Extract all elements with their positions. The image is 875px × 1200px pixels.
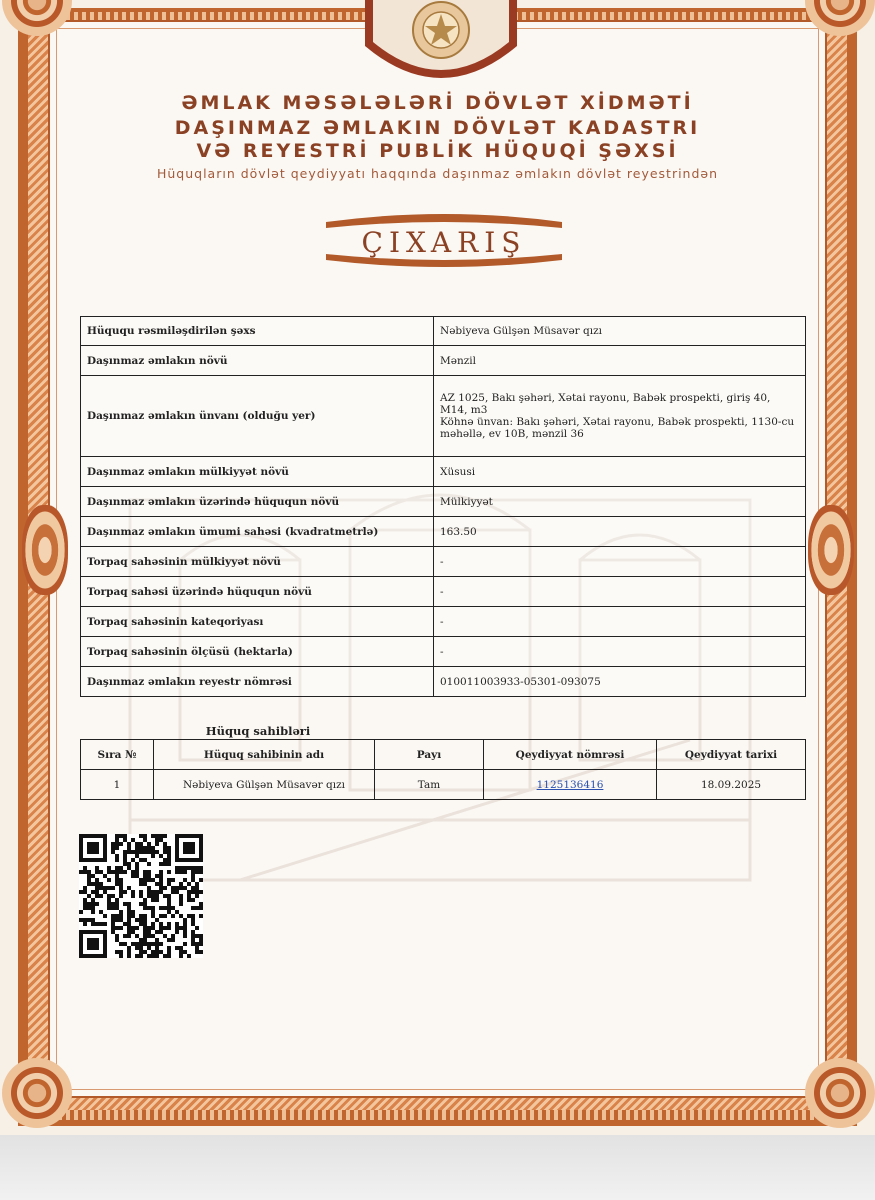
issuer-line-2: DAŞINMAZ ƏMLAKIN DÖVLƏT KADASTRI	[174, 117, 701, 139]
issuer-line-3: VƏ REYESTRİ PUBLİK HÜQUQİ ŞƏXSİ	[196, 140, 679, 162]
corner-ornament-icon	[2, 1058, 72, 1128]
row-label: Torpaq sahəsi üzərində hüququn növü	[81, 577, 434, 607]
row-label: Torpaq sahəsinin mülkiyyət növü	[81, 547, 434, 577]
table-row	[81, 376, 806, 457]
qr-code-icon[interactable]	[79, 833, 203, 959]
table-header-row	[81, 740, 806, 770]
row-value: -	[434, 637, 806, 667]
owner-name: Nəbiyeva Gülşən Müsavər qızı	[154, 770, 375, 800]
property-details-table	[80, 316, 806, 697]
screen-bottom-bar	[0, 1135, 875, 1200]
row-label: Daşınmaz əmlakın mülkiyyət növü	[81, 457, 434, 487]
table-row	[81, 346, 806, 376]
owners-title: Hüquq sahibləri	[205, 724, 311, 738]
column-header: Qeydiyyat nömrəsi	[484, 740, 657, 770]
row-label: Daşınmaz əmlakın üzərində hüququn növü	[81, 487, 434, 517]
column-header: Hüquq sahibinin adı	[154, 740, 375, 770]
registration-number-link[interactable]: 1125136416	[536, 778, 604, 791]
row-value: Mülkiyyət	[434, 487, 806, 517]
row-label: Daşınmaz əmlakın reyestr nömrəsi	[81, 667, 434, 697]
row-label: Daşınmaz əmlakın ümumi sahəsi (kvadratmetrlə)	[81, 517, 434, 547]
row-value: Mənzil	[434, 346, 806, 376]
table-row	[81, 607, 806, 637]
side-medallion-icon	[808, 505, 854, 595]
registration-date: 18.09.2025	[657, 770, 806, 800]
row-value: Nəbiyeva Gülşən Müsavər qızı	[434, 317, 806, 346]
table-row	[81, 637, 806, 667]
column-header: Qeydiyyat tarixi	[657, 740, 806, 770]
row-label: Daşınmaz əmlakın ünvanı (olduğu yer)	[81, 376, 434, 457]
side-medallion-icon	[22, 505, 68, 595]
table-row	[81, 317, 806, 346]
table-row	[81, 487, 806, 517]
registry-number: 010011003933-05301-093075	[434, 667, 806, 697]
address-old: Köhnə ünvan: Bakı şəhəri, Xətai rayonu, Babək prospekti, 1130-cu məhəllə, ev 10B, mənzil 36	[440, 416, 795, 440]
table-row	[81, 517, 806, 547]
table-row	[81, 770, 806, 800]
issuer-line-1: ƏMLAK MƏSƏLƏLƏRİ DÖVLƏT XİDMƏTİ	[181, 92, 694, 114]
document-subtitle: Hüquqların dövlət qeydiyyatı haqqında daşınmaz əmlakın dövlət reyestrindən	[156, 166, 719, 181]
owners-table	[80, 739, 806, 800]
address-current: AZ 1025, Bakı şəhəri, Xətai rayonu, Babək prospekti, giriş 40, M14, m3	[440, 392, 771, 416]
row-value: -	[434, 607, 806, 637]
address-cell	[434, 376, 806, 457]
document-title-banner	[326, 208, 562, 274]
row-label: Hüququ rəsmiləşdirilən şəxs	[81, 317, 434, 346]
row-label: Torpaq sahəsinin kateqoriyası	[81, 607, 434, 637]
table-row	[81, 577, 806, 607]
column-header: Sıra №	[81, 740, 154, 770]
azerbaijan-emblem-icon	[361, 0, 521, 86]
registration-number-cell	[484, 770, 657, 800]
table-row	[81, 457, 806, 487]
document-title: ÇIXARIŞ	[361, 226, 527, 259]
corner-ornament-icon	[805, 1058, 875, 1128]
row-label: Daşınmaz əmlakın növü	[81, 346, 434, 376]
row-value: 163.50	[434, 517, 806, 547]
table-row	[81, 547, 806, 577]
row-value: Xüsusi	[434, 457, 806, 487]
table-row	[81, 667, 806, 697]
owner-share: Tam	[375, 770, 484, 800]
column-header: Payı	[375, 740, 484, 770]
row-value: -	[434, 577, 806, 607]
owner-number: 1	[81, 770, 154, 800]
row-value: -	[434, 547, 806, 577]
row-label: Torpaq sahəsinin ölçüsü (hektarla)	[81, 637, 434, 667]
frame-band-bottom	[30, 1110, 845, 1120]
